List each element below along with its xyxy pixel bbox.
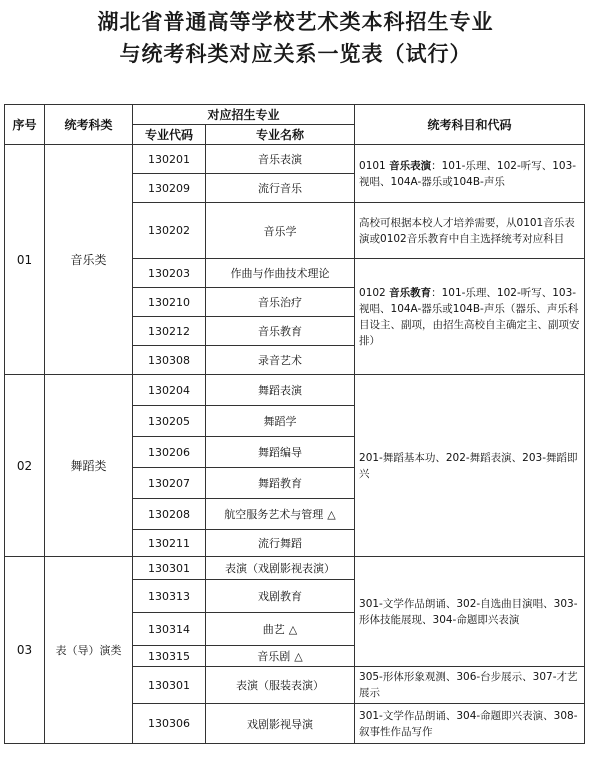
major-code-cell: 130210 xyxy=(133,288,206,317)
major-name-cell: 音乐表演 xyxy=(206,145,355,174)
major-name-cell xyxy=(206,646,355,667)
major-code-cell: 130308 xyxy=(133,346,206,375)
page-title-line2: 与统考科类对应关系一览表（试行） xyxy=(119,42,472,66)
category-cell: 表（导）演类 xyxy=(45,557,133,744)
major-code-cell: 130207 xyxy=(133,468,206,499)
subject-code: 0101 xyxy=(359,159,390,172)
major-name-cell: 戏剧影视导演 xyxy=(206,704,355,744)
major-name-cell: 录音艺术 xyxy=(206,346,355,375)
major-name-text: 音乐剧 xyxy=(257,650,291,663)
subject-name: 音乐表演 xyxy=(389,159,432,172)
triangle-mark-icon: △ xyxy=(288,623,298,636)
major-code-cell: 130201 xyxy=(133,145,206,174)
major-code-cell: 130205 xyxy=(133,406,206,437)
major-code-cell: 130204 xyxy=(133,375,206,406)
major-name-cell: 流行音乐 xyxy=(206,174,355,203)
category-cell: 音乐类 xyxy=(45,145,133,375)
major-code-cell: 130202 xyxy=(133,203,206,259)
table-row xyxy=(5,145,585,174)
major-name-cell: 舞蹈教育 xyxy=(206,468,355,499)
subject-name: 音乐教育 xyxy=(389,286,432,299)
major-name-text: 航空服务艺术与管理 xyxy=(224,508,324,521)
subjects-cell xyxy=(355,145,585,203)
major-name-cell: 音乐学 xyxy=(206,203,355,259)
major-name-cell: 音乐教育 xyxy=(206,317,355,346)
header-seq: 序号 xyxy=(5,105,45,145)
table-row xyxy=(5,557,585,580)
subject-code: 0102 xyxy=(359,286,390,299)
subjects-cell xyxy=(355,259,585,375)
major-name-cell: 舞蹈表演 xyxy=(206,375,355,406)
triangle-mark-icon: △ xyxy=(294,650,303,663)
subjects-cell: 305-形体形象观测、306-台步展示、307-才艺展示 xyxy=(355,667,585,704)
major-code-cell: 130212 xyxy=(133,317,206,346)
subjects-cell: 201-舞蹈基本功、202-舞蹈表演、203-舞蹈即兴 xyxy=(355,375,585,557)
major-code-cell: 130306 xyxy=(133,704,206,744)
seq-cell: 01 xyxy=(5,145,45,375)
major-name-cell: 舞蹈学 xyxy=(206,406,355,437)
seq-cell: 02 xyxy=(5,375,45,557)
header-major-name: 专业名称 xyxy=(206,125,355,145)
major-code-cell: 130314 xyxy=(133,613,206,646)
major-name-cell: 表演（戏剧影视表演） xyxy=(206,557,355,580)
major-name-cell: 戏剧教育 xyxy=(206,580,355,613)
major-name-cell: 音乐治疗 xyxy=(206,288,355,317)
subjects-cell: 高校可根据本校人才培养需要，从0101音乐表演或0102音乐教育中自主选择统考对应科目 xyxy=(355,203,585,259)
header-category: 统考科类 xyxy=(45,105,133,145)
major-code-cell: 130203 xyxy=(133,259,206,288)
subject-detail: ：101-乐理、102-听写、103-视唱、104A-器乐或104B-声乐 xyxy=(359,159,577,188)
major-code-cell: 130206 xyxy=(133,437,206,468)
major-code-cell: 130209 xyxy=(133,174,206,203)
major-name-cell: 舞蹈编导 xyxy=(206,437,355,468)
header-major-group: 对应招生专业 xyxy=(133,105,355,125)
seq-cell: 03 xyxy=(5,557,45,744)
major-code-cell: 130211 xyxy=(133,530,206,557)
major-name-cell xyxy=(206,613,355,646)
major-name-cell xyxy=(206,499,355,530)
major-code-cell: 130315 xyxy=(133,646,206,667)
major-name-text: 曲艺 xyxy=(262,623,285,636)
major-name-cell: 表演（服装表演） xyxy=(206,667,355,704)
major-name-cell: 作曲与作曲技术理论 xyxy=(206,259,355,288)
table-row xyxy=(5,375,585,406)
major-code-cell: 130301 xyxy=(133,667,206,704)
major-code-cell: 130313 xyxy=(133,580,206,613)
category-cell: 舞蹈类 xyxy=(45,375,133,557)
page-title-line1: 湖北省普通高等学校艺术类本科招生专业 xyxy=(97,10,494,34)
major-code-cell: 130301 xyxy=(133,557,206,580)
subjects-cell: 301-文学作品朗诵、304-命题即兴表演、308-叙事性作品写作 xyxy=(355,704,585,744)
header-major-code: 专业代码 xyxy=(133,125,206,145)
triangle-mark-icon: △ xyxy=(327,508,336,521)
subjects-cell: 301-文学作品朗诵、302-自选曲目演唱、303-形体技能展现、304-命题即兴表演 xyxy=(355,557,585,667)
major-code-cell: 130208 xyxy=(133,499,206,530)
major-name-cell: 流行舞蹈 xyxy=(206,530,355,557)
subject-detail: ：101-乐理、102-听写、103-视唱、104A-器乐或104B-声乐（器乐、声乐科目设主、副项，由招生高校自主确定主、副项安排） xyxy=(359,286,580,347)
major-correspondence-table xyxy=(4,104,585,744)
header-subjects: 统考科目和代码 xyxy=(355,105,585,145)
